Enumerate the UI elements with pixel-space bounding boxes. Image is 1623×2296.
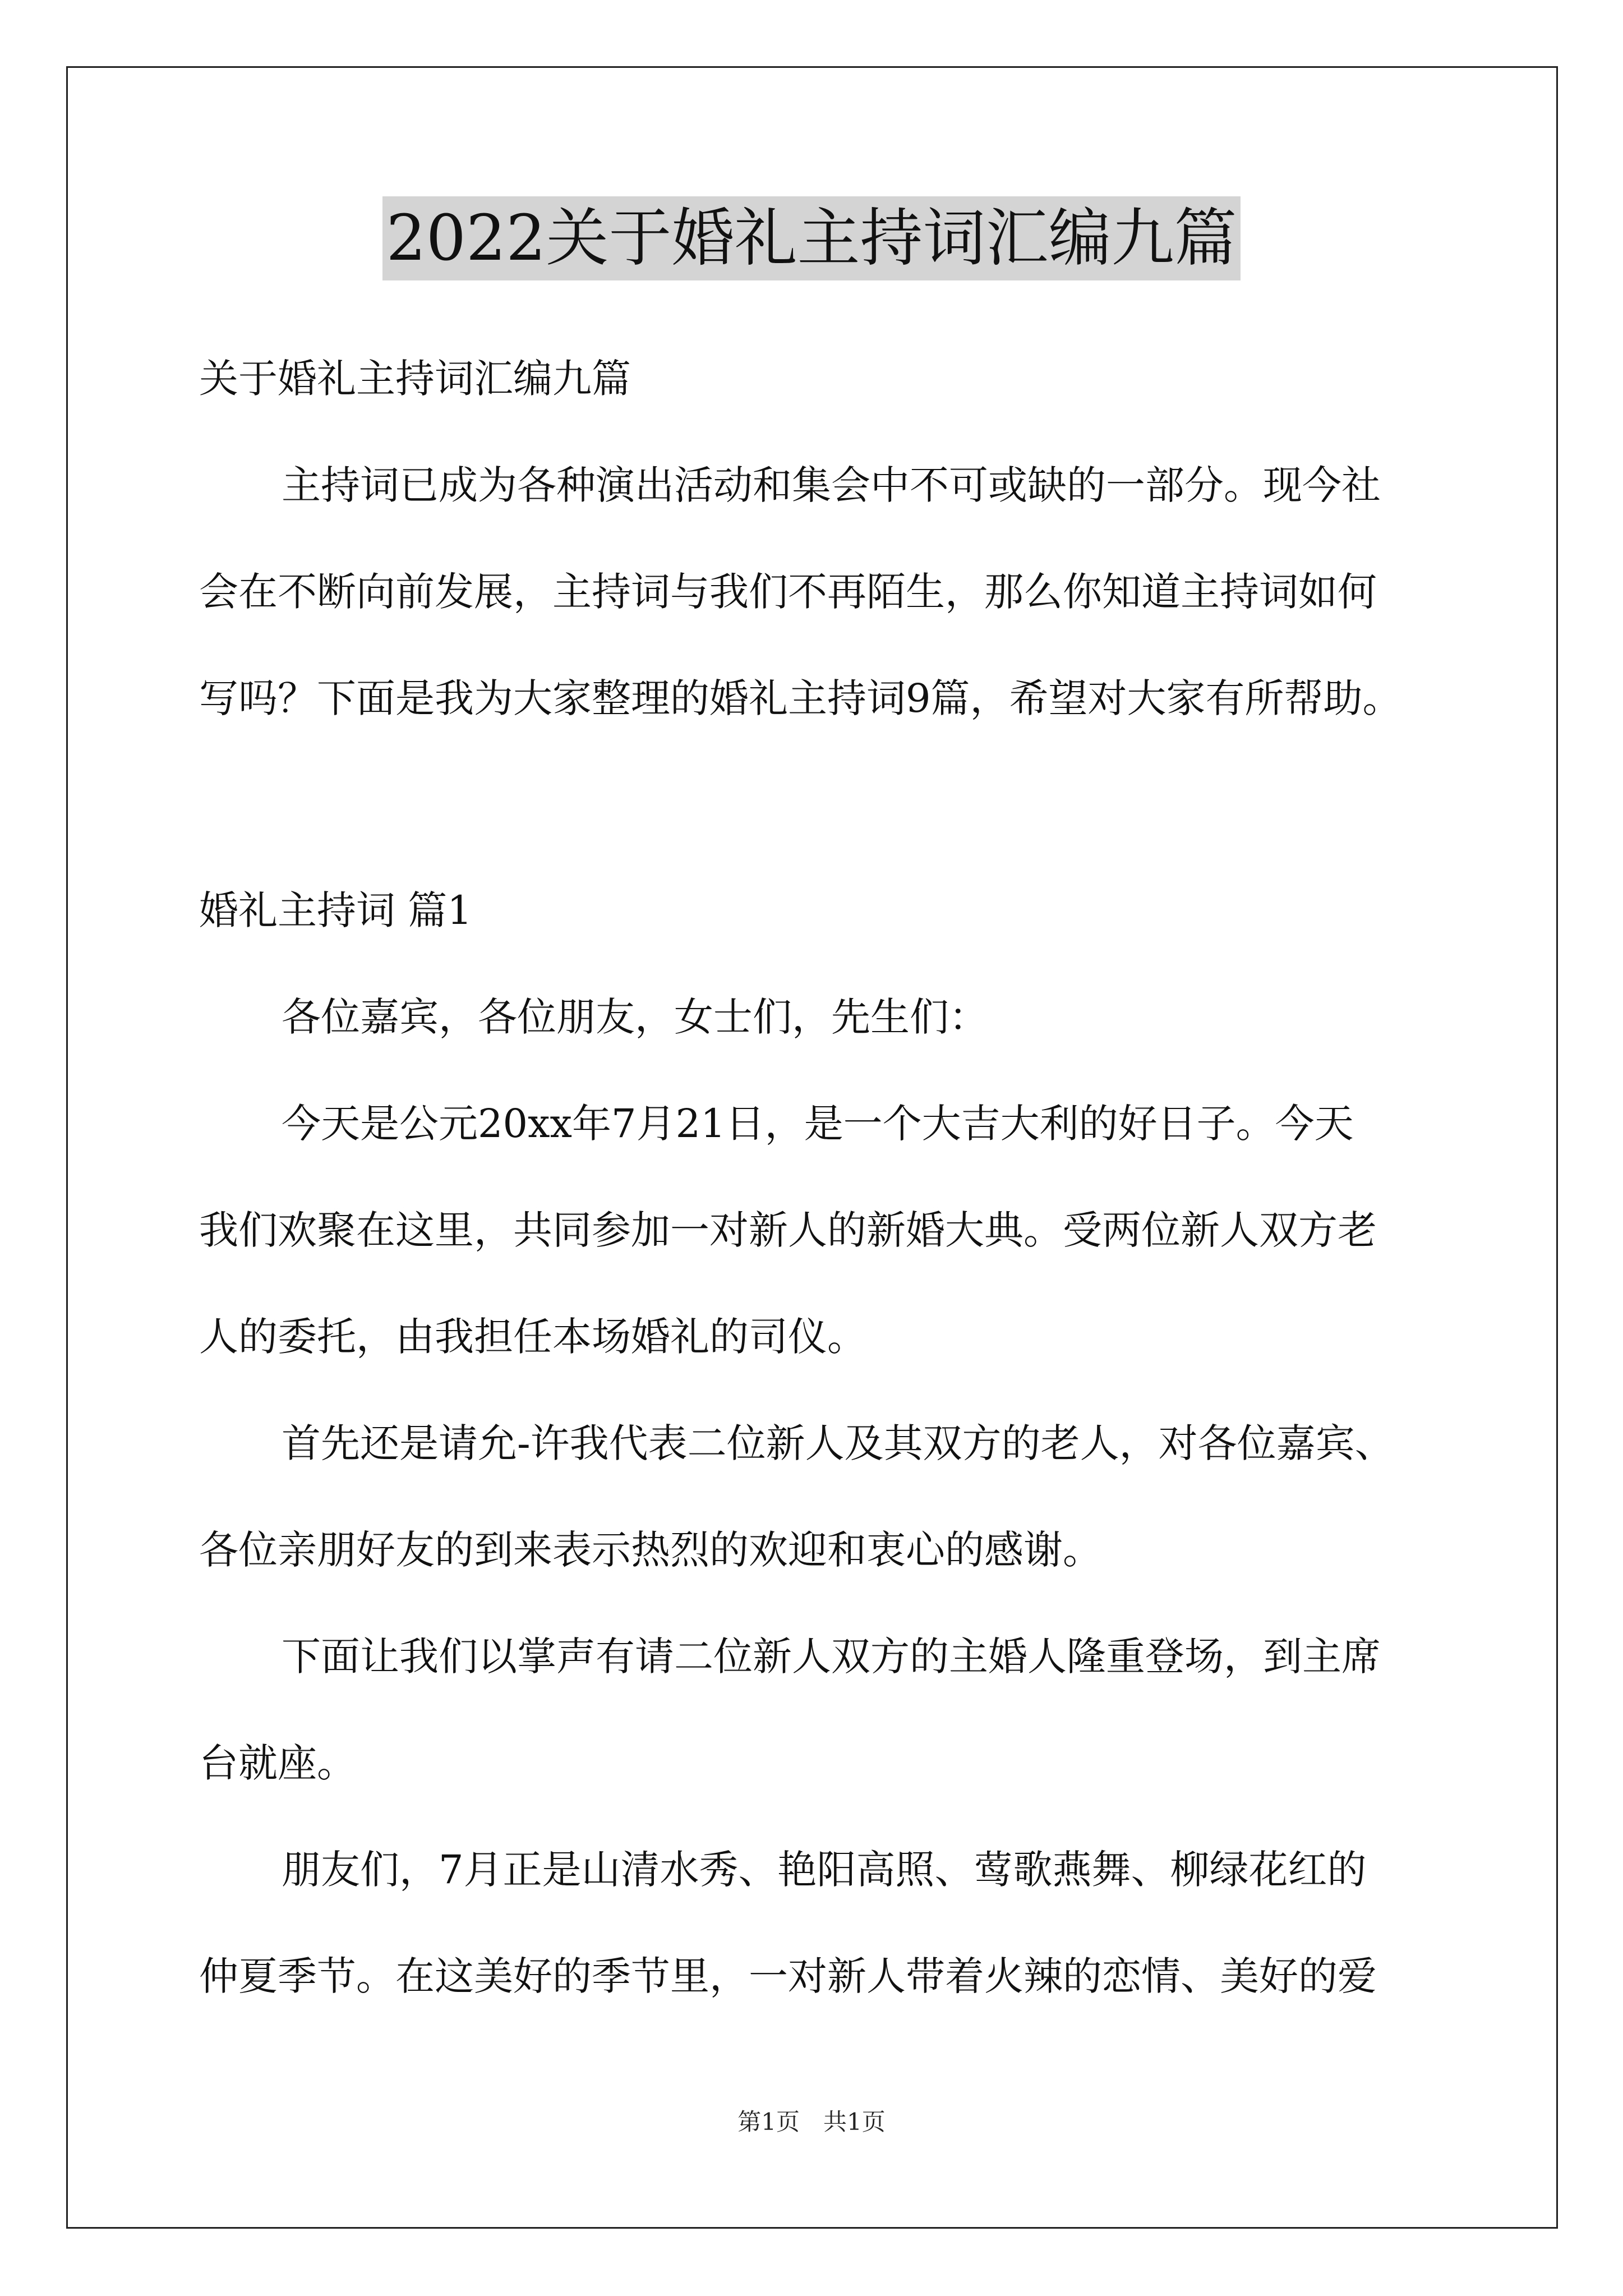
paragraph-line: 各位嘉宾，各位朋友，女士们，先生们：	[282, 994, 988, 1040]
page-number: 第1页 共1页	[737, 2108, 886, 2136]
paragraph-line: 首先还是请允-许我代表二位新人及其双方的老人，对各位嘉宾、	[282, 1420, 1394, 1466]
document-title: 2022关于婚礼主持词汇编九篇	[382, 196, 1240, 280]
subtitle-line: 关于婚礼主持词汇编九篇	[199, 356, 631, 402]
paragraph-line: 人的委托，由我担任本场婚礼的司仪。	[199, 1314, 866, 1360]
paragraph-line: 我们欢聚在这里，共同参加一对新人的新婚大典。受两位新人双方老	[199, 1207, 1377, 1253]
paragraph-line: 会在不断向前发展，主持词与我们不再陌生，那么你知道主持词如何	[199, 569, 1377, 615]
paragraph-line: 写吗？下面是我为大家整理的婚礼主持词9篇，希望对大家有所帮助。	[199, 675, 1402, 721]
paragraph-line: 主持词已成为各种演出活动和集会中不可或缺的一部分。现今社	[282, 462, 1381, 508]
title-container	[0, 196, 1623, 280]
paragraph-line: 朋友们，7月正是山清水秀、艳阳高照、莺歌燕舞、柳绿花红的	[282, 1847, 1367, 1893]
section-heading: 婚礼主持词 篇1	[199, 887, 472, 933]
paragraph-line: 台就座。	[199, 1740, 356, 1786]
paragraph-line: 仲夏季节。在这美好的季节里，一对新人带着火辣的恋情、美好的爱	[199, 1953, 1377, 1999]
paragraph-line: 各位亲朋好友的到来表示热烈的欢迎和衷心的感谢。	[199, 1527, 1102, 1573]
paragraph-line: 今天是公元20xx年7月21日，是一个大吉大利的好日子。今天	[282, 1101, 1354, 1147]
paragraph-line: 下面让我们以掌声有请二位新人双方的主婚人隆重登场，到主席	[282, 1634, 1381, 1680]
